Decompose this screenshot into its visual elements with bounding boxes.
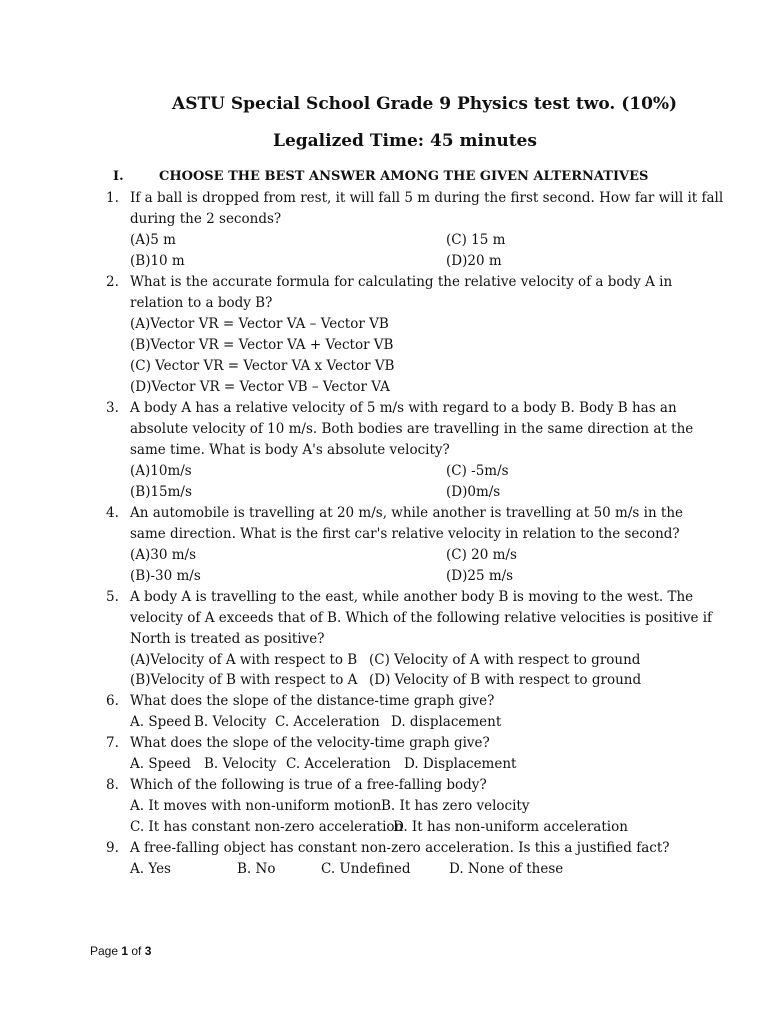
question-text: Which of the following is true of a free-falling body? [130, 777, 487, 793]
question-number: 6. [106, 693, 119, 709]
option-c: (C) Velocity of A with respect to ground [369, 652, 641, 668]
option-d: (D)0m/s [446, 484, 501, 500]
option-b: (B)Velocity of B with respect to A [130, 672, 358, 688]
section-heading: CHOOSE THE BEST ANSWER AMONG THE GIVEN ALTERNATIVES [159, 169, 649, 184]
option-c: C. Acceleration [286, 756, 391, 772]
current-page: 1 [121, 944, 129, 958]
total-pages: 3 [144, 944, 152, 958]
question-text: during the 2 seconds? [130, 211, 282, 227]
option-d: (D)20 m [446, 253, 502, 269]
option-a: (A)10m/s [130, 463, 192, 479]
option-b: (B)10 m [130, 253, 185, 269]
question-text: What is the accurate formula for calculating the relative velocity of a body A in [130, 274, 673, 290]
question-text: A free-falling object has constant non-zero acceleration. Is this a justified fact? [130, 840, 670, 856]
question-text: A body A is travelling to the east, while another body B is moving to the west. The [130, 589, 694, 605]
option-a: A. Yes [130, 861, 171, 877]
option-c: (C) -5m/s [446, 463, 509, 479]
question-text: North is treated as positive? [130, 631, 325, 647]
question-number: 2. [106, 274, 119, 290]
question-text: absolute velocity of 10 m/s. Both bodies are travelling in the same direction at the [130, 421, 694, 437]
page-label: Page [90, 944, 122, 958]
option-c: C. Undefined [321, 861, 411, 877]
option-b: B. Velocity [204, 756, 277, 772]
question-number: 9. [106, 840, 119, 856]
option-d: (D)Vector VR = Vector VB – Vector VA [130, 379, 390, 395]
time-limit: Legalized Time: 45 minutes [273, 131, 537, 151]
option-d: D. displacement [391, 714, 502, 730]
option-c: C. It has constant non-zero acceleration [130, 819, 404, 835]
question-text: What does the slope of the velocity-time graph give? [130, 735, 490, 751]
option-c: (C) Vector VR = Vector VA x Vector VB [130, 358, 395, 374]
option-d: (D)25 m/s [446, 568, 514, 584]
question-text: A body A has a relative velocity of 5 m/s with regard to a body B. Body B has an [130, 400, 677, 416]
option-d: (D) Velocity of B with respect to ground [369, 672, 642, 688]
question-text: velocity of A exceeds that of B. Which of the following relative velocities is positive if [130, 610, 713, 626]
option-d: D. None of these [449, 861, 564, 877]
page-title: ASTU Special School Grade 9 Physics test two. (10%) [172, 94, 678, 114]
question-text: An automobile is travelling at 20 m/s, while another is travelling at 50 m/s in the [130, 505, 684, 521]
question-number: 1. [106, 190, 119, 206]
option-b: (B)15m/s [130, 484, 192, 500]
question-text: same time. What is body A's absolute velocity? [130, 442, 450, 458]
option-d: D. Displacement [404, 756, 517, 772]
option-b: B. It has zero velocity [381, 798, 530, 814]
option-c: (C) 20 m/s [446, 547, 517, 563]
option-a: A. It moves with non-uniform motion [130, 798, 382, 814]
question-text: What does the slope of the distance-time graph give? [130, 693, 495, 709]
option-a: A. Speed [130, 714, 191, 730]
option-b: (B)Vector VR = Vector VA + Vector VB [130, 337, 394, 353]
option-a: (A)30 m/s [130, 547, 197, 563]
option-c: (C) 15 m [446, 232, 506, 248]
question-number: 4. [106, 505, 119, 521]
option-a: (A)Velocity of A with respect to B [130, 652, 358, 668]
question-number: 7. [106, 735, 119, 751]
page-of: of [128, 944, 145, 958]
option-a: (A)5 m [130, 232, 176, 248]
page-number [90, 944, 151, 958]
option-c: C. Acceleration [275, 714, 380, 730]
option-a: A. Speed [130, 756, 191, 772]
option-b: B. Velocity [194, 714, 267, 730]
question-number: 5. [106, 589, 119, 605]
question-text: If a ball is dropped from rest, it will fall 5 m during the first second. How far will it fall [130, 190, 724, 206]
option-b: B. No [237, 861, 276, 877]
section-number: I. [113, 169, 124, 184]
question-text: relation to a body B? [130, 295, 273, 311]
option-b: (B)-30 m/s [130, 568, 201, 584]
option-d: D. It has non-uniform acceleration [393, 819, 628, 835]
question-number: 3. [106, 400, 119, 416]
question-number: 8. [106, 777, 119, 793]
question-text: same direction. What is the first car's relative velocity in relation to the second? [130, 526, 680, 542]
option-a: (A)Vector VR = Vector VA – Vector VB [130, 316, 389, 332]
